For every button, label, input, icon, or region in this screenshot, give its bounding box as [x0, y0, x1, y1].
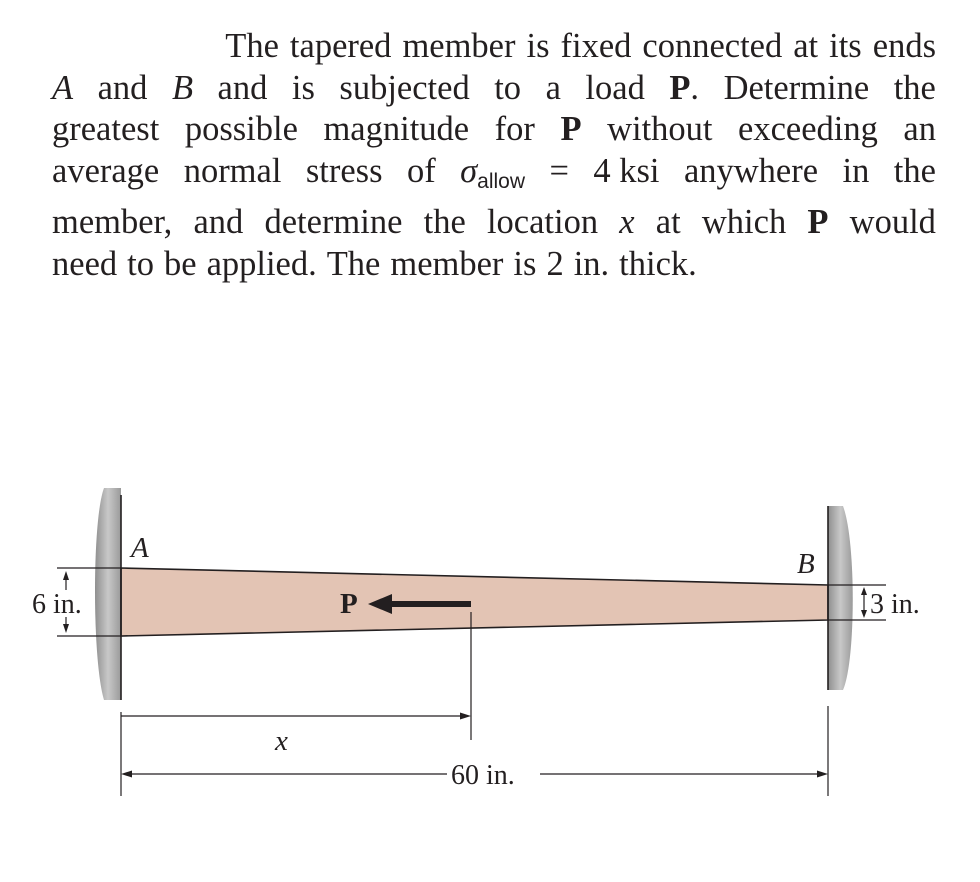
line5-w8-text: P: [807, 203, 829, 241]
line5-w0-text: member,: [52, 203, 173, 241]
line2-w5-text: subjected: [339, 68, 470, 107]
line6-w7: 2: [546, 244, 564, 283]
dim-x: [121, 713, 471, 720]
line6-w2: be: [163, 244, 197, 283]
tapered-member: [121, 568, 828, 636]
line3-w2-text: magnitude: [323, 110, 470, 148]
line3-w3-text: for: [494, 110, 535, 148]
sigma-subscript: allow: [477, 169, 526, 193]
line1-w5: connected: [642, 27, 783, 65]
stress-value: 4 ksi: [593, 151, 660, 190]
line5-w9-text: would: [849, 203, 936, 241]
line3-w1-text: possible: [184, 110, 298, 148]
wall-right: [828, 506, 853, 690]
line4-w6: the: [893, 151, 936, 190]
line3-w0-text: greatest: [52, 110, 160, 148]
line5-w3-text: the: [423, 203, 466, 241]
line6-w4: The: [326, 244, 381, 283]
line6-w5: member: [390, 244, 504, 283]
line2-w6-text: to: [494, 68, 522, 107]
line2-w0-text: A: [52, 68, 74, 107]
line1-w8: ends: [872, 27, 936, 65]
line3-w5-text: without: [607, 110, 713, 148]
line4-w4: anywhere: [683, 151, 819, 190]
line3-w4-text: P: [560, 110, 582, 148]
line1-w4: fixed: [560, 27, 632, 65]
sigma-symbol: σ: [460, 151, 478, 190]
dim-length-label: 60 in.: [451, 760, 515, 791]
line2-w8-text: load: [585, 68, 645, 107]
line1-w7: its: [829, 27, 862, 65]
line2-w3-text: and: [217, 68, 268, 107]
line2-w11-text: the: [893, 68, 936, 107]
line2-w4-text: is: [291, 68, 315, 107]
line5-w5-text: x: [619, 203, 635, 241]
line4-w2: stress: [305, 151, 383, 190]
line4-w0: average: [52, 151, 160, 190]
line5-w6-text: at: [655, 203, 681, 241]
line1-w3: is: [526, 27, 550, 65]
equals-sign: =: [549, 151, 569, 190]
label-a: A: [131, 532, 149, 564]
dim-x-label: x: [275, 725, 288, 757]
line1-w6: at: [793, 27, 819, 65]
dim-left-label: 6 in.: [32, 589, 82, 620]
line2-w1-text: and: [97, 68, 148, 107]
line3-w7-text: an: [903, 110, 936, 148]
line6-w9: thick.: [619, 244, 697, 283]
line2-w9-text: P: [669, 68, 691, 107]
line6-w3: applied.: [206, 244, 317, 283]
line2-w2-text: B: [171, 68, 194, 107]
wall-left: [95, 488, 121, 700]
line6-w6: is: [513, 244, 537, 283]
line5-w4-text: location: [486, 203, 599, 241]
line5-w7-text: which: [701, 203, 787, 241]
line1-w2: member: [402, 27, 516, 65]
label-b: B: [797, 548, 815, 580]
line5-w1-text: and: [193, 203, 244, 241]
line6-w8: in.: [573, 244, 610, 283]
line6-w0: need: [52, 244, 118, 283]
line4-w1: normal: [183, 151, 282, 190]
dim-right-label: 3 in.: [870, 589, 920, 620]
line2-w10-text: Determine: [723, 68, 870, 107]
line6-w1: to: [127, 244, 154, 283]
line2-w9-punct: .: [690, 68, 700, 107]
line4-w5: in: [842, 151, 870, 190]
line1-w1: tapered: [289, 27, 392, 65]
line1-w0: The: [225, 27, 279, 65]
line2-w7-text: a: [545, 68, 561, 107]
line3-w6-text: exceeding: [738, 110, 878, 148]
line5-w2-text: determine: [264, 203, 403, 241]
line4-w3: of: [406, 151, 436, 190]
label-p: P: [340, 588, 358, 620]
